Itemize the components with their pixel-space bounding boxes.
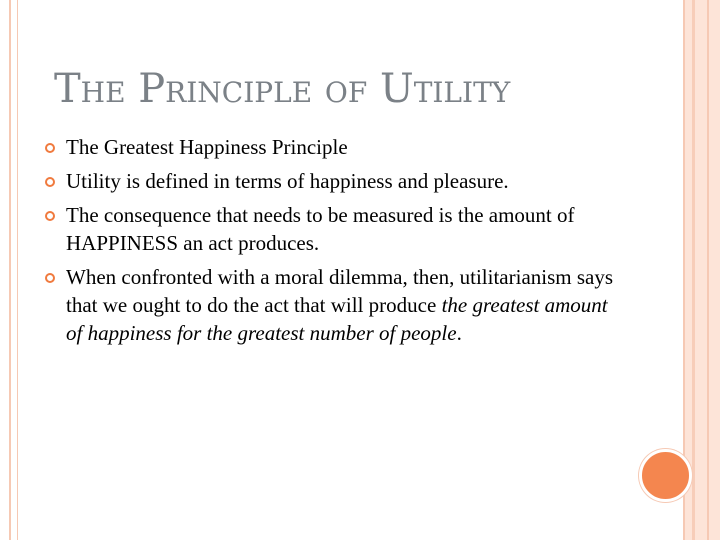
bullet-item <box>66 167 626 195</box>
ring-bullet-icon <box>45 211 55 221</box>
bullet-list <box>66 133 626 353</box>
right-decorative-band <box>683 0 720 540</box>
bullet-text: The consequence that needs to be measured is the amount of HAPPINESS an act produces. <box>66 203 575 255</box>
bullet-emphasis-text: the greatest amount of happiness for the greatest number of people <box>66 293 608 345</box>
bullet-suffix-text: . <box>456 321 462 345</box>
bullet-item <box>66 201 626 257</box>
right-border-line-middle <box>692 0 695 540</box>
bullet-text: Utility is defined in terms of happiness and pleasure. <box>66 169 509 193</box>
bullet-text: The Greatest Happiness Principle <box>66 135 348 159</box>
ring-bullet-icon <box>45 143 55 153</box>
ring-bullet-icon <box>45 177 55 187</box>
bullet-item <box>66 263 626 347</box>
bullet-item <box>66 133 626 161</box>
left-border-line <box>9 0 11 540</box>
left-border-line-inner <box>17 0 18 540</box>
right-border-line-inner <box>707 0 709 540</box>
orange-circle-decoration-icon <box>639 449 692 502</box>
bullet-text: When confronted with a moral dilemma, then, utilitarianism says that we ought to do the act that will produce <box>66 265 614 317</box>
ring-bullet-icon <box>45 273 55 283</box>
slide-title: The Principle of Utility <box>54 66 511 112</box>
